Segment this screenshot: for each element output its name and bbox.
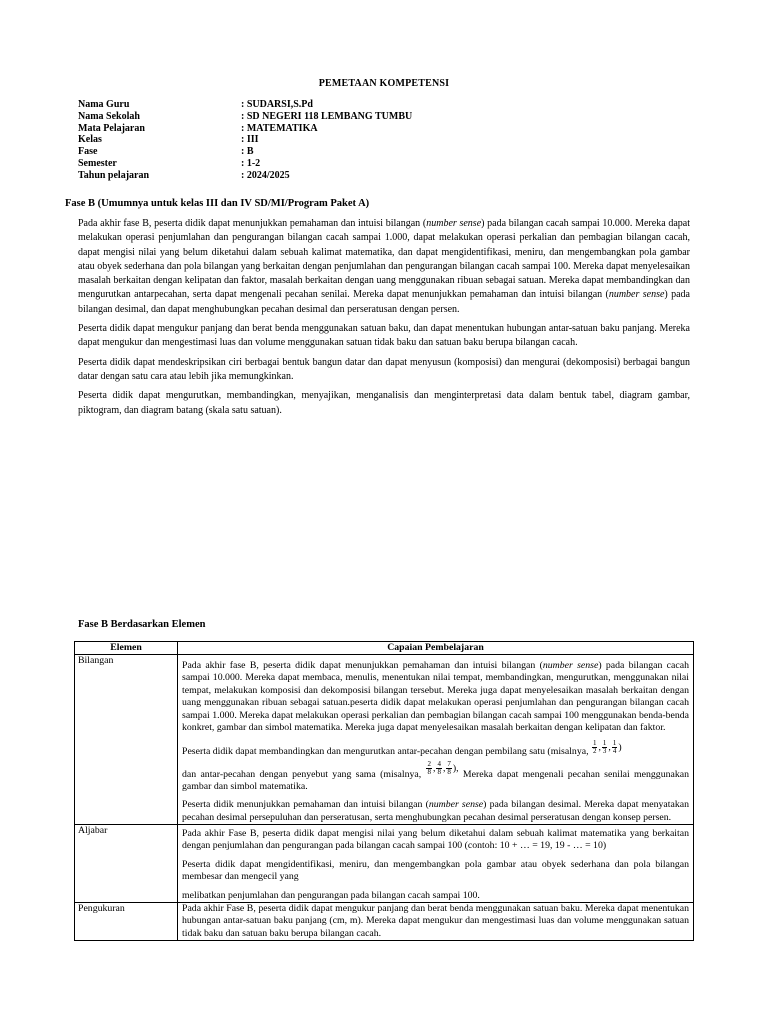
info-row-mapel — [78, 123, 412, 135]
capaian-paragraph — [182, 799, 689, 824]
info-value: : SUDARSI,S.Pd — [241, 99, 313, 110]
text-run-italic: number sense — [608, 289, 665, 301]
info-row-tahun — [78, 170, 412, 182]
info-key: Tahun pelajaran — [78, 169, 150, 181]
fase-b-description — [78, 217, 690, 423]
numerator: 1 — [612, 739, 617, 748]
denominator: 8 — [427, 767, 431, 776]
elemen-aljabar: Aljabar — [75, 824, 178, 902]
info-row-kelas — [78, 134, 412, 146]
fraction — [602, 740, 608, 755]
info-key: Kelas — [78, 134, 102, 146]
text-run: ) pada bilangan cacah sampai 10.000. Mereka dapat melakukan operasi penjumlahan dan pengurangan bilangan cacah sampai 1.000, dapat melakukan operasi perkalian dan pembagian bilangan cacah, dapat mengisi nilai yang belum diketahui dalam sebuah kalimat matematika, dan dapat mengidentifikasi, meniru, dan mengembangkan pola gambar atau obyek sederhana dan pola bilangan yang berkaitan dengan penjumlahan dan pengurangan bilangan cacah sampai 100. Mereka dapat menyelesaikan masalah berkaitan dengan kelipatan dan faktor, masalah berkaitan dengan uang menggunakan ribuan sebagai satuan. Mereka dapat membandingkan dan mengurutkan antarpecahan, serta dapat mengenali pecahan senilai. Mereka dapat menunjukkan pemahaman dan intuisi bilangan ( — [78, 218, 690, 301]
text-run-italic: number sense — [426, 218, 482, 229]
denominator: 8 — [447, 767, 451, 776]
fraction — [592, 740, 598, 755]
capaian-paragraph — [182, 660, 689, 734]
info-row-semester — [78, 158, 412, 170]
text-run: Peserta didik menunjukkan pemahaman dan intuisi bilangan ( — [182, 799, 429, 811]
text-run: Pada akhir fase B, peserta didik dapat menunjukkan pemahaman dan intuisi bilangan ( — [182, 660, 543, 671]
numerator: 7 — [447, 759, 451, 768]
text-run: ) pada bilangan desimal. Mereka dapat menyatakan pecahan desimal persepuluhan dan perseratusan, serta menghubungkan pecahan desimal perseratusan dengan konsep persen. — [182, 799, 689, 823]
paragraph-geometri: Peserta didik dapat mendeskripsikan ciri berbagai bentuk bangun datar dan dapat menyusun (komposisi) dan mengurai (dekomposisi) berbagai bangun datar dengan satu cara atau lebih jika memungkinkan. — [78, 356, 690, 382]
text-run-italic: number sense — [542, 660, 599, 671]
capaian-paragraph: Pada akhir Fase B, peserta didik dapat mengisi nilai yang belum diketahui dalam sebuah kalimat matematika yang berkaitan dengan penjumlahan dan pengurangan pada bilangan cacah sampai 100 (contoh: 10 + … = 19, 19 - … = 10) — [182, 827, 689, 852]
capaian-paragraph — [182, 761, 689, 794]
fraction-group: $\frac{1}{2}$ , $\frac{1}{3}$ , $\frac{1}{4}$ ) — [592, 739, 622, 756]
elemen-bilangan: Bilangan — [75, 655, 178, 825]
text-run: Pada akhir fase B, peserta didik dapat menunjukkan pemahaman dan intuisi bilangan ( — [78, 218, 427, 229]
document-title: PEMETAAN KOMPETENSI — [318, 78, 450, 89]
info-row-sekolah — [78, 111, 412, 123]
text-run-italic: number sense — [428, 799, 484, 811]
capaian-table — [74, 641, 694, 941]
table-header-row — [75, 642, 694, 655]
info-value: : III — [241, 134, 259, 146]
text-run: ) pada bilangan desimal, dan dapat menghubungkan pecahan desimal dan perseratusan dengan persen. — [78, 289, 690, 315]
info-key: Mata Pelajaran — [78, 122, 145, 134]
header-elemen: Elemen — [75, 642, 178, 655]
text-run: ) pada bilangan cacah sampai 10.000. Mereka dapat membaca, menulis, menentukan nilai tempat, membandingkan, mengurutkan, menggunakan nilai tempat, melakukan komposisi dan dekomposisi bilangan tersebut. Mereka juga dapat menyelesaikan masalah berkaitan dengan uang menggunakan ribuan sebagai satuan.peserta didik dapat melakukan operasi penjumlahan dan pengurangan bilangan cacah sampai 1.000. Mereka dapat melakukan operasi perkalian dan pembagian bilangan cacah sampai 100 menggunakan benda-benda konkret, gambar dan simbol matematika. Mereka juga dapat menyelesaikan masalah berkaitan dengan kelipatan dan faktor. — [182, 660, 689, 734]
fraction — [612, 740, 618, 755]
fraction-group: $\frac{2}{8}$ , $\frac{4}{8}$ , $\frac{7}{8}$ ), — [427, 759, 459, 776]
info-key: Nama Guru — [78, 99, 130, 110]
denominator: 4 — [612, 747, 617, 756]
denominator: 3 — [602, 747, 607, 756]
info-row-fase — [78, 146, 412, 158]
section-title: Fase B (Umumnya untuk kelas III dan IV SD/MI/Program Paket A) — [65, 198, 370, 209]
info-key: Nama Sekolah — [78, 110, 140, 122]
fraction — [436, 761, 442, 776]
info-key: Semester — [78, 157, 117, 169]
info-key: Fase — [78, 146, 98, 158]
fraction — [446, 761, 452, 776]
numerator: 1 — [592, 739, 597, 748]
info-value: : B — [241, 146, 254, 158]
paragraph-pengukuran: Peserta didik dapat mengukur panjang dan berat benda menggunakan satuan baku, dan dapat menentukan hubungan antar-satuan baku panjang. Mereka dapat mengukur dan mengestimasi luas dan volume menggunakan satuan tidak baku dan satuan baku berupa bilangan cacah. — [78, 323, 690, 349]
table-row — [75, 903, 694, 941]
capaian-bilangan — [178, 655, 694, 825]
capaian-aljabar — [178, 824, 694, 902]
capaian-paragraph — [182, 740, 689, 758]
capaian-paragraph: Pada akhir Fase B, peserta didik dapat mengukur panjang dan berat benda menggunakan satuan baku. Mereka dapat menentukan hubungan antar-satuan baku panjang (cm, m). Mereka dapat mengukur dan mengestimasi luas dan volume menggunakan satuan tidak baku dan satuan baku berupa bilangan cacah. — [182, 903, 689, 939]
info-row-guru — [78, 99, 412, 111]
capaian-paragraph: melibatkan penjumlahan dan pengurangan pada bilangan cacah sampai 100. — [182, 889, 480, 901]
capaian-paragraph: Peserta didik dapat mengidentifikasi, meniru, dan mengembangkan pola gambar atau obyek sederhana dan pola bilangan membesar dan mengecil yang — [182, 858, 689, 883]
paragraph-bilangan — [78, 217, 690, 317]
elemen-pengukuran: Pengukuran — [75, 903, 178, 941]
denominator: 2 — [592, 747, 597, 756]
text-run: Peserta didik dapat membandingkan dan mengurutkan antar-pecahan dengan pembilang satu (misalnya, — [182, 746, 589, 758]
info-value: : SD NEGERI 118 LEMBANG TUMBU — [241, 110, 413, 122]
numerator: 1 — [602, 739, 607, 748]
fraction — [426, 761, 432, 776]
table-title: Fase B Berdasarkan Elemen — [78, 619, 206, 630]
numerator: 4 — [437, 759, 441, 768]
identity-block — [78, 99, 412, 182]
capaian-pengukuran — [178, 903, 694, 941]
table-row — [75, 655, 694, 825]
header-capaian: Capaian Pembelajaran — [178, 642, 694, 655]
text-run: Mereka dapat mengenali pecahan senilai menggunakan gambar dan simbol matematika. — [182, 768, 689, 792]
paragraph-data: Peserta didik dapat mengurutkan, membandingkan, menyajikan, menganalisis dan menginterpretasi data dalam bentuk tabel, diagram gambar, piktogram, dan diagram batang (skala satu satuan). — [78, 390, 690, 416]
info-value: : MATEMATIKA — [241, 122, 318, 134]
table-row — [75, 824, 694, 902]
info-value: : 1-2 — [241, 157, 261, 169]
text-run: dan antar-pecahan dengan penyebut yang sama (misalnya, — [182, 768, 422, 780]
denominator: 8 — [437, 767, 441, 776]
numerator: 2 — [427, 759, 431, 768]
info-value: : 2024/2025 — [241, 169, 290, 181]
